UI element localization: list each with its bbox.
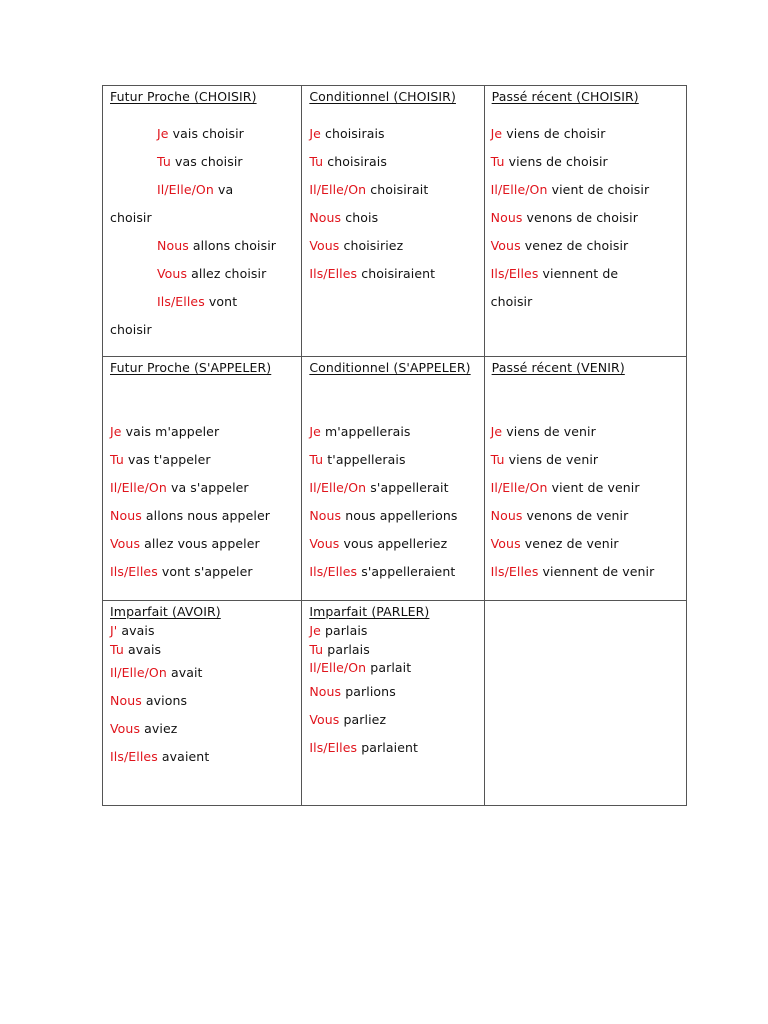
verb-form: avions [145, 693, 188, 708]
list-item [485, 260, 686, 288]
list-item [302, 232, 483, 260]
cell-title: Conditionnel (CHOISIR) [309, 89, 456, 104]
conjugation-list [302, 418, 483, 586]
list-item [485, 502, 686, 530]
cell-imparfait-avoir [103, 601, 302, 806]
list-item [302, 176, 483, 204]
conjugation-list [485, 120, 686, 316]
pronoun: Nous [157, 238, 189, 253]
conjugation-list [103, 120, 301, 344]
verb-form: parlais [327, 641, 370, 657]
verb-form: avais [127, 641, 162, 657]
cell-passe-recent-choisir [484, 86, 686, 357]
pronoun: Nous [309, 508, 342, 523]
pronoun: Ils/Elles [309, 266, 358, 281]
list-item [302, 678, 483, 706]
list-item [485, 474, 686, 502]
conjugation-list [302, 120, 483, 288]
verb-form: parlaient [361, 739, 419, 755]
pronoun: Je [309, 126, 321, 141]
verb-form: aviez [144, 721, 178, 736]
verb-form: parliez [343, 711, 387, 727]
verb-form: parlais [324, 623, 368, 638]
pronoun: Vous [309, 536, 340, 551]
pronoun: Nous [490, 508, 523, 523]
verb-form: allons nous appeler [145, 508, 270, 523]
verb-form: parlions [345, 683, 396, 699]
pronoun: Ils/Elles [110, 564, 158, 579]
verb-form: viens de choisir [508, 154, 608, 169]
list-item [103, 715, 301, 743]
verb-form: vas t'appeler [127, 452, 211, 467]
verb-form: vais choisir [172, 126, 244, 141]
table-row [103, 86, 687, 357]
list-item [103, 687, 301, 715]
verb-form: choisir [490, 294, 533, 309]
cell-imparfait-parler [302, 601, 484, 806]
list-item [485, 120, 686, 148]
cell-title: Passé récent (VENIR) [491, 360, 625, 375]
verb-form: choisirais [324, 126, 385, 141]
pronoun: Il/Elle/On [157, 182, 214, 197]
list-item [485, 558, 686, 586]
list-item [103, 622, 301, 641]
list-item [485, 446, 686, 474]
conjugation-list [103, 622, 301, 771]
verb-form: s'appelleraient [361, 564, 456, 579]
verb-form: s'appellerait [370, 480, 449, 495]
list-item [485, 418, 686, 446]
list-item [103, 558, 301, 586]
conjugation-list [302, 622, 483, 762]
verb-form: va s'appeler [170, 480, 249, 495]
verb-form: vient de choisir [551, 182, 650, 197]
pronoun: Ils/Elles [110, 749, 158, 764]
list-item [302, 558, 483, 586]
pronoun: Ils/Elles [309, 564, 358, 579]
cell-empty [484, 601, 686, 806]
pronoun: Il/Elle/On [309, 182, 367, 197]
list-item [103, 176, 301, 204]
verb-form: choisirais [327, 154, 387, 169]
list-item [103, 418, 301, 446]
list-item [103, 530, 301, 558]
cell-futur-proche-sappeler [103, 357, 302, 601]
verb-form: viennent de venir [542, 564, 655, 579]
pronoun: Tu [110, 452, 124, 467]
list-item [485, 176, 686, 204]
pronoun: Il/Elle/On [110, 480, 167, 495]
conjugation-list [485, 418, 686, 586]
pronoun: Je [110, 424, 122, 439]
list-item [302, 120, 483, 148]
cell-title: Imparfait (PARLER) [309, 604, 430, 619]
list-item [302, 734, 483, 762]
pronoun: Ils/Elles [490, 266, 539, 281]
list-item [302, 474, 483, 502]
verb-form: viens de choisir [506, 126, 606, 141]
pronoun: Il/Elle/On [309, 480, 367, 495]
pronoun: Ils/Elles [157, 294, 205, 309]
verb-form: parlait [370, 660, 412, 675]
verb-form: choisirait [370, 182, 429, 197]
table-row [103, 601, 687, 806]
pronoun: Nous [309, 683, 342, 699]
list-item [485, 530, 686, 558]
pronoun: Tu [309, 452, 324, 467]
verb-form: choisir [110, 210, 152, 225]
list-item [103, 474, 301, 502]
pronoun: Nous [110, 693, 142, 708]
verb-form: m'appellerais [324, 424, 411, 439]
list-item [103, 641, 301, 660]
table-row [103, 357, 687, 601]
pronoun: Je [309, 424, 321, 439]
pronoun: Il/Elle/On [309, 660, 367, 675]
conjugation-list [103, 418, 301, 586]
pronoun: Je [490, 126, 503, 141]
cell-title: Conditionnel (S'APPELER) [309, 360, 471, 375]
pronoun: Tu [157, 154, 171, 169]
verb-form: allez choisir [191, 266, 267, 281]
pronoun: Nous [309, 210, 342, 225]
pronoun: Tu [110, 641, 124, 657]
list-item [302, 204, 483, 232]
pronoun: Vous [110, 536, 141, 551]
verb-form: viennent de [542, 266, 619, 281]
verb-form: venons de choisir [526, 210, 638, 225]
verb-form: allons choisir [192, 238, 277, 253]
pronoun: Nous [490, 210, 523, 225]
verb-form: va [217, 182, 234, 197]
list-item [485, 204, 686, 232]
list-item [302, 706, 483, 734]
list-item [103, 120, 301, 148]
pronoun: Je [490, 424, 503, 439]
verb-form: avaient [161, 749, 210, 764]
pronoun: Vous [157, 266, 188, 281]
verb-form: vais m'appeler [125, 424, 220, 439]
verb-form: chois [345, 210, 379, 225]
cell-futur-proche-choisir [103, 86, 302, 357]
pronoun: Il/Elle/On [110, 665, 167, 680]
list-item [103, 148, 301, 176]
list-item [103, 502, 301, 530]
list-item [103, 204, 301, 232]
verb-form: choisiraient [361, 266, 436, 281]
list-item [485, 288, 686, 316]
verb-form: nous appellerions [345, 508, 458, 523]
list-item [103, 316, 301, 344]
list-item [103, 260, 301, 288]
pronoun: Vous [490, 536, 521, 551]
pronoun: Vous [110, 721, 141, 736]
pronoun: Ils/Elles [490, 564, 539, 579]
verb-form: viens de venir [506, 424, 596, 439]
list-item [302, 622, 483, 641]
verb-form: vient de venir [551, 480, 640, 495]
cell-title: Imparfait (AVOIR) [110, 604, 221, 619]
list-item [302, 148, 483, 176]
list-item [485, 232, 686, 260]
list-item [302, 260, 483, 288]
cell-title: Futur Proche (CHOISIR) [110, 89, 257, 104]
pronoun: Il/Elle/On [490, 480, 548, 495]
pronoun: Nous [110, 508, 142, 523]
list-item [103, 288, 301, 316]
verb-form: allez vous appeler [144, 536, 260, 551]
list-item [302, 418, 483, 446]
pronoun: Tu [490, 154, 505, 169]
cell-passe-recent-venir [484, 357, 686, 601]
list-item [485, 148, 686, 176]
verb-form: t'appellerais [327, 452, 406, 467]
pronoun: Tu [309, 154, 324, 169]
verb-form: avais [121, 623, 155, 638]
cell-title: Futur Proche (S'APPELER) [110, 360, 272, 375]
list-item [103, 659, 301, 687]
pronoun: Ils/Elles [309, 739, 358, 755]
pronoun: Je [157, 126, 169, 141]
conjugation-table [102, 85, 687, 806]
list-item [302, 641, 483, 660]
verb-form: avait [170, 665, 203, 680]
verb-form: choisiriez [343, 238, 404, 253]
cell-conditionnel-sappeler [302, 357, 484, 601]
verb-form: venez de venir [524, 536, 619, 551]
verb-form: viens de venir [508, 452, 599, 467]
cell-conditionnel-choisir [302, 86, 484, 357]
verb-form: vas choisir [174, 154, 243, 169]
list-item [302, 659, 483, 678]
verb-form: choisir [110, 322, 152, 337]
pronoun: Vous [309, 238, 340, 253]
verb-form: vous appelleriez [343, 536, 448, 551]
list-item [103, 743, 301, 771]
pronoun: J' [110, 623, 118, 638]
pronoun: Je [309, 623, 321, 638]
list-item [103, 446, 301, 474]
pronoun: Il/Elle/On [490, 182, 548, 197]
verb-form: vont s'appeler [161, 564, 253, 579]
pronoun: Vous [309, 711, 340, 727]
pronoun: Vous [490, 238, 521, 253]
verb-form: venez de choisir [524, 238, 629, 253]
list-item [302, 530, 483, 558]
verb-form: venons de venir [526, 508, 629, 523]
list-item [302, 502, 483, 530]
list-item [302, 446, 483, 474]
verb-form: vont [208, 294, 238, 309]
pronoun: Tu [309, 641, 324, 657]
list-item [103, 232, 301, 260]
cell-title: Passé récent (CHOISIR) [491, 89, 639, 104]
pronoun: Tu [490, 452, 505, 467]
